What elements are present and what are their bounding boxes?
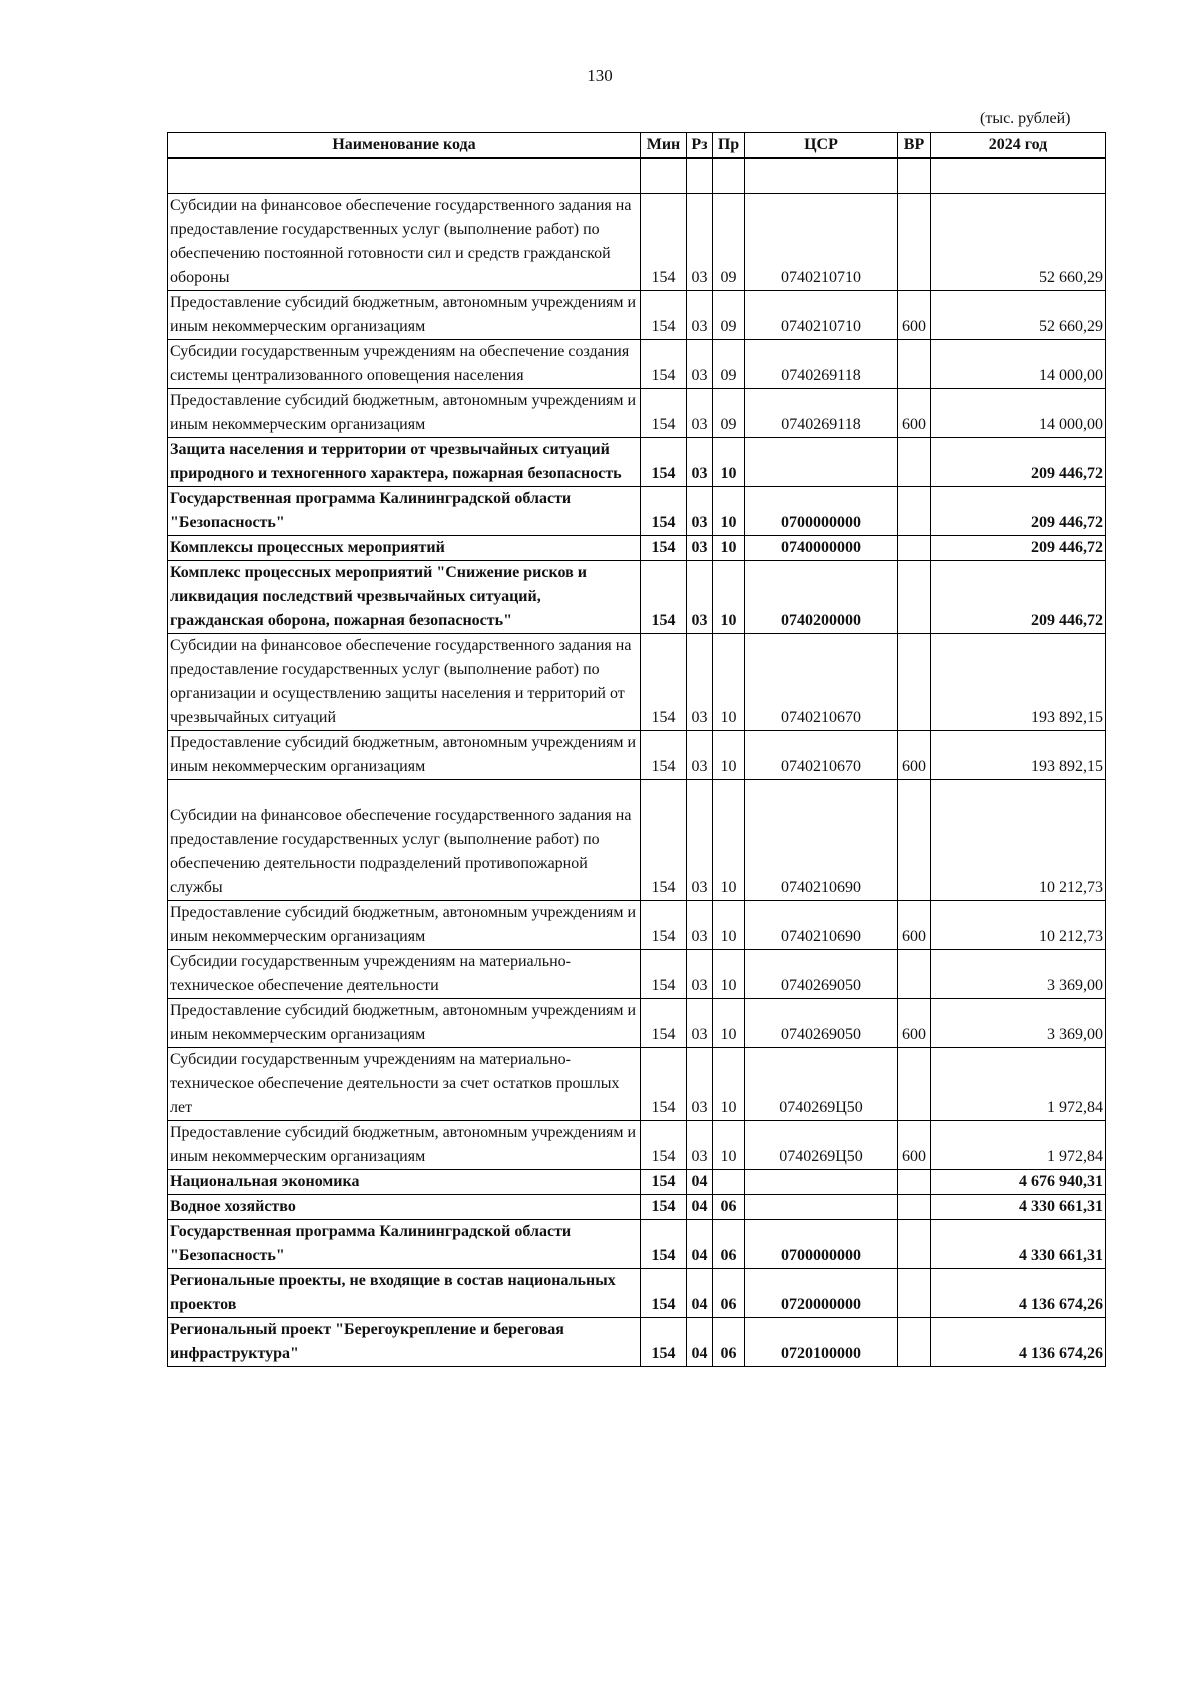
- row-csr: 0740269050: [745, 950, 898, 999]
- row-amount: 4 136 674,26: [931, 1318, 1106, 1367]
- budget-table: [167, 132, 1106, 1367]
- row-rz: 03: [687, 487, 713, 536]
- row-pr: 10: [713, 731, 745, 780]
- row-min: 154: [641, 194, 687, 291]
- row-vr: [898, 1170, 931, 1195]
- row-vr: [898, 1269, 931, 1318]
- row-csr: 0740269Ц50: [745, 1121, 898, 1170]
- row-vr: [898, 780, 931, 901]
- row-amount: 1 972,84: [931, 1121, 1106, 1170]
- row-amount: 4 330 661,31: [931, 1195, 1106, 1220]
- row-name: Субсидии на финансовое обеспечение государственного задания на предоставление государственных услуг (выполнение работ) по обеспечению постоянной готовности сил и средств гражданской обороны: [168, 194, 641, 291]
- row-amount: 1 972,84: [931, 1048, 1106, 1121]
- row-vr: 600: [898, 731, 931, 780]
- row-vr: [898, 634, 931, 731]
- header-rz: Рз: [687, 133, 713, 159]
- row-min: 154: [641, 950, 687, 999]
- table-spacer-row: [168, 158, 1106, 194]
- row-pr: 10: [713, 438, 745, 487]
- table-row: [168, 340, 1106, 389]
- row-min: 154: [641, 487, 687, 536]
- row-csr: [745, 1170, 898, 1195]
- table-row: [168, 1269, 1106, 1318]
- row-amount: 193 892,15: [931, 731, 1106, 780]
- row-csr: 0700000000: [745, 487, 898, 536]
- row-rz: 03: [687, 389, 713, 438]
- row-csr: 0740210690: [745, 901, 898, 950]
- header-csr: ЦСР: [745, 133, 898, 159]
- row-vr: 600: [898, 291, 931, 340]
- row-csr: 0740269Ц50: [745, 1048, 898, 1121]
- row-csr: 0720000000: [745, 1269, 898, 1318]
- row-amount: 3 369,00: [931, 950, 1106, 999]
- row-min: 154: [641, 1220, 687, 1269]
- row-min: 154: [641, 536, 687, 561]
- row-rz: 04: [687, 1195, 713, 1220]
- row-vr: 600: [898, 999, 931, 1048]
- header-name: Наименование кода: [168, 133, 641, 159]
- row-csr: [745, 438, 898, 487]
- row-amount: 4 330 661,31: [931, 1220, 1106, 1269]
- row-name: Региональный проект "Берегоукрепление и береговая инфраструктура": [168, 1318, 641, 1367]
- row-name: Государственная программа Калининградской области "Безопасность": [168, 487, 641, 536]
- row-rz: 04: [687, 1170, 713, 1195]
- row-min: 154: [641, 901, 687, 950]
- row-csr: 0740210670: [745, 634, 898, 731]
- row-csr: 0740210690: [745, 780, 898, 901]
- row-min: 154: [641, 731, 687, 780]
- row-name: Субсидии государственным учреждениям на материально-техническое обеспечение деятельности: [168, 950, 641, 999]
- row-rz: 03: [687, 1048, 713, 1121]
- row-rz: 03: [687, 340, 713, 389]
- row-vr: [898, 536, 931, 561]
- row-rz: 03: [687, 731, 713, 780]
- row-vr: [898, 487, 931, 536]
- row-rz: 03: [687, 438, 713, 487]
- row-csr: 0740269050: [745, 999, 898, 1048]
- row-amount: 4 136 674,26: [931, 1269, 1106, 1318]
- row-amount: 4 676 940,31: [931, 1170, 1106, 1195]
- row-rz: 03: [687, 999, 713, 1048]
- page-number: 130: [587, 66, 613, 85]
- row-vr: 600: [898, 901, 931, 950]
- table-row: [168, 634, 1106, 731]
- row-pr: 06: [713, 1220, 745, 1269]
- row-name: Региональные проекты, не входящие в состав национальных проектов: [168, 1269, 641, 1318]
- row-rz: 03: [687, 194, 713, 291]
- row-pr: 10: [713, 901, 745, 950]
- row-min: 154: [641, 291, 687, 340]
- row-min: 154: [641, 1318, 687, 1367]
- row-vr: [898, 1048, 931, 1121]
- table-row: [168, 487, 1106, 536]
- row-name: Субсидии государственным учреждениям на обеспечение создания системы централизованного оповещения населения: [168, 340, 641, 389]
- row-vr: [898, 1318, 931, 1367]
- row-amount: 10 212,73: [931, 901, 1106, 950]
- row-rz: 04: [687, 1220, 713, 1269]
- row-csr: 0740269118: [745, 340, 898, 389]
- row-rz: 04: [687, 1318, 713, 1367]
- table-row: [168, 1220, 1106, 1269]
- row-pr: 10: [713, 780, 745, 901]
- row-name: Комплексы процессных мероприятий: [168, 536, 641, 561]
- table-row: [168, 950, 1106, 999]
- row-amount: 52 660,29: [931, 194, 1106, 291]
- row-vr: [898, 194, 931, 291]
- row-vr: [898, 950, 931, 999]
- row-amount: 10 212,73: [931, 780, 1106, 901]
- row-csr: 0740000000: [745, 536, 898, 561]
- row-name: Субсидии на финансовое обеспечение государственного задания на предоставление государственных услуг (выполнение работ) по обеспечению деятельности подразделений противопожарной службы: [168, 780, 641, 901]
- row-pr: [713, 1170, 745, 1195]
- row-vr: 600: [898, 389, 931, 438]
- row-name: Комплекс процессных мероприятий "Снижение рисков и ликвидация последствий чрезвычайных ситуаций, гражданская оборона, пожарная безопасность": [168, 561, 641, 634]
- row-pr: 10: [713, 536, 745, 561]
- row-amount: 52 660,29: [931, 291, 1106, 340]
- table-row: [168, 1195, 1106, 1220]
- row-min: 154: [641, 1195, 687, 1220]
- row-min: 154: [641, 1121, 687, 1170]
- row-name: Национальная экономика: [168, 1170, 641, 1195]
- header-year: 2024 год: [931, 133, 1106, 159]
- table-row: [168, 1318, 1106, 1367]
- row-rz: 03: [687, 634, 713, 731]
- row-min: 154: [641, 1170, 687, 1195]
- table-row: [168, 731, 1106, 780]
- row-csr: 0740210670: [745, 731, 898, 780]
- row-min: 154: [641, 389, 687, 438]
- row-name: Государственная программа Калининградской области "Безопасность": [168, 1220, 641, 1269]
- row-rz: 03: [687, 561, 713, 634]
- row-vr: [898, 561, 931, 634]
- row-csr: 0740210710: [745, 194, 898, 291]
- row-min: 154: [641, 634, 687, 731]
- row-amount: 3 369,00: [931, 999, 1106, 1048]
- table-header-row: [168, 133, 1106, 159]
- table-row: [168, 999, 1106, 1048]
- row-min: 154: [641, 999, 687, 1048]
- row-amount: 209 446,72: [931, 438, 1106, 487]
- table-row: [168, 536, 1106, 561]
- table-row: [168, 1170, 1106, 1195]
- row-pr: 09: [713, 194, 745, 291]
- row-amount: 209 446,72: [931, 561, 1106, 634]
- row-csr: 0740200000: [745, 561, 898, 634]
- row-pr: 09: [713, 291, 745, 340]
- row-vr: [898, 438, 931, 487]
- row-min: 154: [641, 438, 687, 487]
- row-amount: 193 892,15: [931, 634, 1106, 731]
- header-pr: Пр: [713, 133, 745, 159]
- row-pr: 10: [713, 950, 745, 999]
- row-rz: 03: [687, 780, 713, 901]
- row-pr: 10: [713, 487, 745, 536]
- row-amount: 209 446,72: [931, 487, 1106, 536]
- row-name: Предоставление субсидий бюджетным, автономным учреждениям и иным некоммерческим организациям: [168, 901, 641, 950]
- row-name: Предоставление субсидий бюджетным, автономным учреждениям и иным некоммерческим организациям: [168, 291, 641, 340]
- row-pr: 10: [713, 999, 745, 1048]
- row-name: Субсидии на финансовое обеспечение государственного задания на предоставление государственных услуг (выполнение работ) по организации и осуществлению защиты населения и территорий от чрезвычайных ситуаций: [168, 634, 641, 731]
- row-name: Предоставление субсидий бюджетным, автономным учреждениям и иным некоммерческим организациям: [168, 999, 641, 1048]
- row-min: 154: [641, 340, 687, 389]
- table-row: [168, 389, 1106, 438]
- row-rz: 04: [687, 1269, 713, 1318]
- row-vr: 600: [898, 1121, 931, 1170]
- row-amount: 209 446,72: [931, 536, 1106, 561]
- table-row: [168, 561, 1106, 634]
- row-rz: 03: [687, 291, 713, 340]
- row-rz: 03: [687, 901, 713, 950]
- table-row: [168, 901, 1106, 950]
- row-csr: 0720100000: [745, 1318, 898, 1367]
- table-row: [168, 780, 1106, 901]
- table-row: [168, 438, 1106, 487]
- row-name: Субсидии государственным учреждениям на материально-техническое обеспечение деятельности за счет остатков прошлых лет: [168, 1048, 641, 1121]
- row-min: 154: [641, 561, 687, 634]
- row-pr: 10: [713, 1048, 745, 1121]
- row-pr: 06: [713, 1195, 745, 1220]
- row-vr: [898, 1220, 931, 1269]
- row-min: 154: [641, 1048, 687, 1121]
- row-rz: 03: [687, 1121, 713, 1170]
- row-pr: 09: [713, 340, 745, 389]
- row-name: Защита населения и территории от чрезвычайных ситуаций природного и техногенного характера, пожарная безопасность: [168, 438, 641, 487]
- row-csr: 0740210710: [745, 291, 898, 340]
- row-pr: 10: [713, 634, 745, 731]
- row-pr: 09: [713, 389, 745, 438]
- row-name: Водное хозяйство: [168, 1195, 641, 1220]
- row-min: 154: [641, 780, 687, 901]
- row-name: Предоставление субсидий бюджетным, автономным учреждениям и иным некоммерческим организациям: [168, 389, 641, 438]
- table-row: [168, 291, 1106, 340]
- table-row: [168, 1048, 1106, 1121]
- row-csr: 0700000000: [745, 1220, 898, 1269]
- row-rz: 03: [687, 950, 713, 999]
- row-vr: [898, 1195, 931, 1220]
- row-csr: 0740269118: [745, 389, 898, 438]
- header-min: Мин: [641, 133, 687, 159]
- units-label: (тыс. рублей): [980, 110, 1071, 127]
- header-vr: ВР: [898, 133, 931, 159]
- row-min: 154: [641, 1269, 687, 1318]
- row-pr: 10: [713, 1121, 745, 1170]
- row-vr: [898, 340, 931, 389]
- row-pr: 06: [713, 1269, 745, 1318]
- table-row: [168, 194, 1106, 291]
- row-amount: 14 000,00: [931, 389, 1106, 438]
- row-rz: 03: [687, 536, 713, 561]
- table-row: [168, 1121, 1106, 1170]
- row-pr: 10: [713, 561, 745, 634]
- row-pr: 06: [713, 1318, 745, 1367]
- row-csr: [745, 1195, 898, 1220]
- row-amount: 14 000,00: [931, 340, 1106, 389]
- row-name: Предоставление субсидий бюджетным, автономным учреждениям и иным некоммерческим организациям: [168, 731, 641, 780]
- row-name: Предоставление субсидий бюджетным, автономным учреждениям и иным некоммерческим организациям: [168, 1121, 641, 1170]
